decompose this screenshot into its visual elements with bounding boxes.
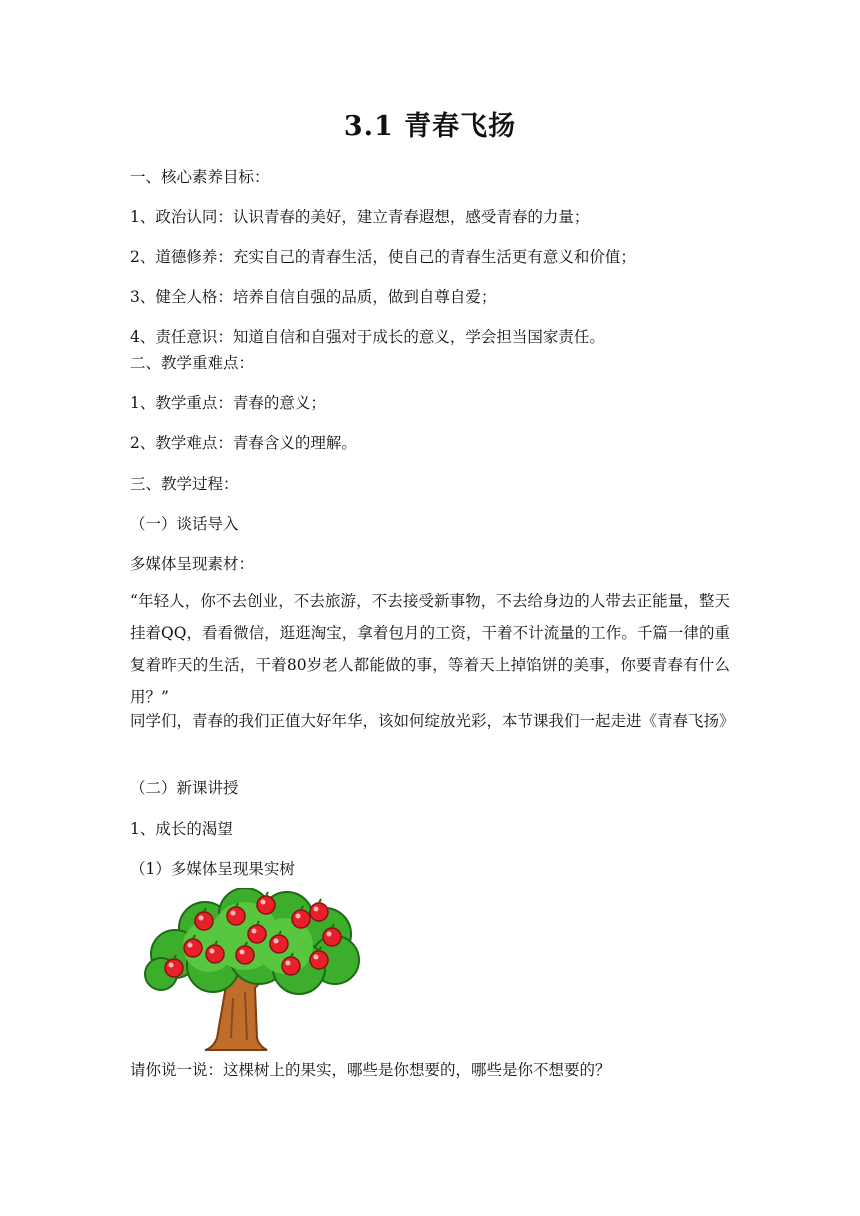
intro-paragraph: 同学们，青春的我们正值大好年华，该如何绽放光彩，本节课我们一起走进《青春飞扬》	[130, 712, 735, 730]
section-heading-goals: 一、核心素养目标：	[130, 168, 270, 186]
key-point-item: 2、教学难点：青春含义的理解。	[130, 434, 357, 452]
goal-item: 1、政治认同：认识青春的美好，建立青春遐想，感受青春的力量；	[130, 208, 590, 226]
point-heading: 1、成长的渴望	[130, 820, 233, 838]
section-heading-process: 三、教学过程：	[130, 475, 239, 493]
goal-item: 2、道德修养：充实自己的青春生活，使自己的青春生活更有意义和价值；	[130, 248, 636, 266]
subheading-new-lesson: （二）新课讲授	[130, 779, 239, 797]
key-point-item: 1、教学重点：青春的意义；	[130, 394, 326, 412]
point-subheading: （1）多媒体呈现果实树	[130, 860, 295, 878]
goal-item: 4、责任意识：知道自信和自强对于成长的意义，学会担当国家责任。	[130, 328, 605, 346]
goal-item: 3、健全人格：培养自信自强的品质，做到自尊自爱；	[130, 288, 497, 306]
document-title: 3.1 青春飞扬	[343, 111, 517, 142]
subheading-intro: （一）谈话导入	[130, 515, 239, 533]
material-label: 多媒体呈现素材：	[130, 555, 255, 573]
quote-paragraph: “年轻人，你不去创业，不去旅游，不去接受新事物，不去给身边的人带去正能量，整天挂着QQ，看看微信，逛逛淘宝，拿着包月的工资，干着不计流量的工作。千篇一律的重复着昨天的生活，干着80岁老人都能做的事，等着天上掉馅饼的美事，你要青春有什么用？”	[130, 592, 730, 706]
apple-tree-image	[135, 888, 367, 1052]
question-line: 请你说一说：这棵树上的果实，哪些是你想要的，哪些是你不想要的？	[130, 1061, 611, 1079]
section-heading-key-points: 二、教学重难点：	[130, 354, 255, 372]
